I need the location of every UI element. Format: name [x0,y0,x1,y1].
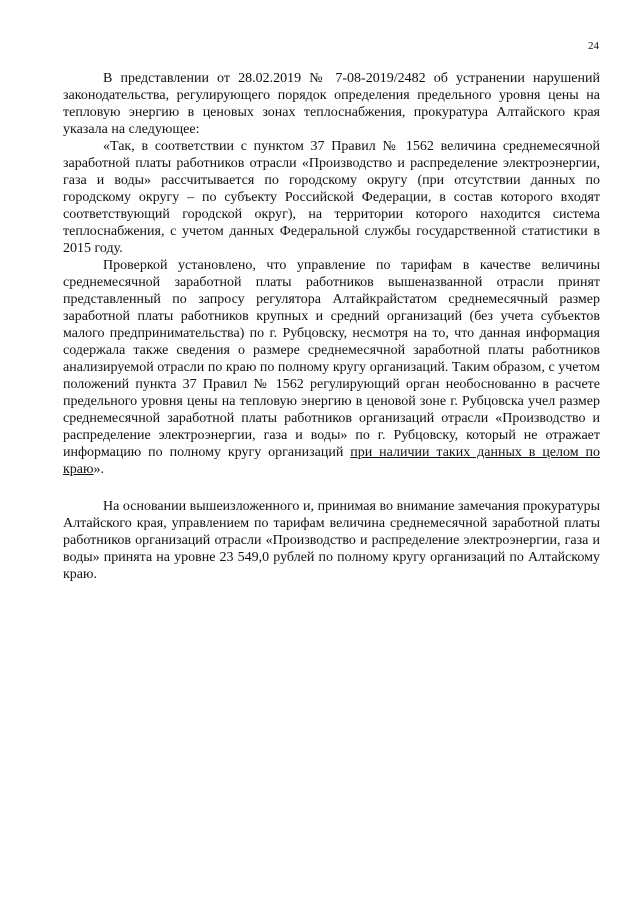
quote-close: ». [93,462,104,477]
paragraph-quote-rule-37: «Так, в соответствии с пунктом 37 Правил № 1562 величина среднемесячной заработной платы работников отрасли «Производство и распределение электроэнергии, газа и воды» рассчитывается по городскому округу (при отсутствии данных по городскому округу – по субъекту Российской Федерации, в состав которого входят соответствующий городской округ), на территории которого находится система теплоснабжения, с учетом данных Федеральной службы государственной статистики в 2015 году. [63,139,600,256]
document-body [63,70,600,583]
page-number: 24 [588,40,599,52]
paragraph-conclusion: На основании вышеизложенного и, принимая во внимание замечания прокуратуры Алтайского края, управлением по тарифам величина среднемесячной заработной платы работников организаций отрасли «Производство и распределение электроэнергии, газа и воды» принята на уровне 23 549,0 рублей по полному кругу организаций по Алтайскому краю. [63,499,600,582]
underlined-phrase: при наличии таких данных в целом по краю [63,445,601,477]
paragraph-inspection-findings [63,257,600,478]
inspection-findings-text: Проверкой установлено, что управление по тарифам в качестве величины среднемесячной заработной платы работников вышеназванной отрасли принят представленный по запросу регулятора Алтайкрайстатом среднемесячный размер заработной платы работников крупных и средний организаций (без учета субъектов малого предпринимательства) по г. Рубцовску, несмотря на то, что данная информация содержала также сведения о размере среднемесячной заработной платы работников анализируемой отрасли по краю по полному кругу организаций. Таким образом, с учетом положений пункта 37 Правил № 1562 регулирующий орган необоснованно в расчете предельного уровня цены на тепловую энергию в ценовой зоне г. Рубцовска учел размер среднемесячной заработной платы работников организаций отрасли «Производство и распределение электроэнергии, газа и воды» по г. Рубцовску, который не отражает информацию по полному кругу организаций [63,258,600,460]
paragraph-prosecutor-submission: В представлении от 28.02.2019 № 7-08-2019/2482 об устранении нарушений законодательства, регулирующего порядок определения предельного уровня цены на тепловую энергию в ценовых зонах теплоснабжения, прокуратура Алтайского края указала на следующее: [63,71,600,137]
